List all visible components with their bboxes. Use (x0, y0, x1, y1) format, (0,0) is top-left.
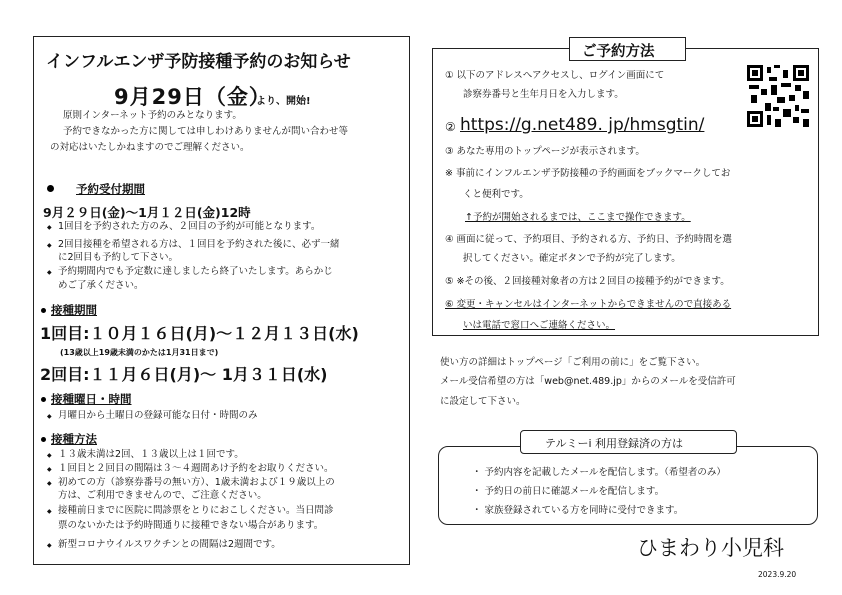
page-title: インフルエンザ予防接種予約のお知らせ (46, 52, 351, 72)
day-item: ◆ 月曜日から土曜日の登録可能な日付・時間のみ (58, 410, 258, 423)
vacc-period-1: 1回目:１０月１６日(月)～１２月１３日(水) (40, 324, 359, 343)
bullet-icon (41, 397, 46, 402)
method-item: ◆ １３歳未満は2回、１３歳以上は１回です。 (58, 449, 244, 462)
reception-item: ◆ 予約期間内でも予定数に達しましたら終了いたします。あらかじ (58, 266, 333, 279)
step-3: ③ あなた専用のトップページが表示されます。 (445, 146, 645, 157)
terumy-item: ・ 予約内容を記載したメールを配信します。（希望者のみ） (472, 467, 726, 478)
method-item: ◆ 初めての方（診察券番号の無い方）、1歳未満および１９歳以上の (58, 477, 335, 490)
info-line-3: に設定して下さい。 (440, 396, 526, 407)
method-item-cont: 方は、ご利用できませんので、ご注意ください。 (58, 490, 267, 501)
day-header: 接種曜日・時間 (51, 392, 132, 406)
reception-period: 9月２９日(金)～1月１２日(金)12時 (43, 205, 251, 220)
bullet-icon (41, 437, 46, 442)
note-bookmark: ※ 事前にインフルエンザ予防接種の予約画面をブックマークしてお (445, 168, 731, 179)
method-item-cont: 票のないかたは予約時間通りに接種できない場合があります。 (58, 520, 324, 531)
method-item: ◆ １回目と２回目の間隔は３～４週間あけ予約をお取りください。 (58, 463, 334, 476)
step-2-marker: ② (445, 120, 456, 134)
terumy-title: テルミーi 利用登録済の方は (545, 437, 684, 450)
start-date: 9月29日（金） (114, 85, 271, 109)
reception-item-cont: めご了承ください。 (58, 280, 144, 291)
step-1: ① 以下のアドレスへアクセスし、ログイン画面にて (445, 70, 665, 81)
vacc-period-header: 接種期間 (51, 303, 97, 317)
step-5: ⑤ ※その後、２回接種対象者の方は２回目の接種予約ができます。 (445, 276, 730, 287)
vacc-period-note: (13歳以上19歳未満のかたは1月31日まで) (60, 348, 219, 357)
step-6-cont: いは電話で窓口へご連絡ください。 (463, 320, 616, 331)
terumy-item-text: 予約内容を記載したメールを配信します。（希望者のみ） (484, 467, 726, 478)
intro-line-3: の対応はいたしかねますのでご理解ください。 (50, 142, 250, 153)
intro-line-1: 原則インターネット予約のみとなります。 (63, 110, 242, 121)
terumy-item: ・ 予約日の前日に確認メールを配信します。 (472, 486, 665, 497)
step-1-cont: 診察券番号と生年月日を入力します。 (463, 89, 624, 100)
howto-title: ご予約方法 (582, 44, 655, 60)
step-6: ⑥ 変更・キャンセルはインターネットからできませんので直接ある (445, 299, 732, 310)
reception-header: 予約受付期間 (76, 182, 145, 196)
step-4-cont: 択してください。確定ボタンで予約が完了します。 (463, 253, 681, 264)
method-header: 接種方法 (51, 432, 97, 446)
terumy-item-text: 予約日の前日に確認メールを配信します。 (484, 486, 665, 497)
reception-item: ◆ 1回目を予約された方のみ、２回目の予約が可能となります。 (58, 221, 320, 234)
start-date-suffix: より、開始! (256, 96, 311, 107)
step-4: ④ 画面に従って、予約項目、予約される方、予約日、予約時間を選 (445, 234, 732, 245)
terumy-item: ・ 家族登録されている方を同時に受付できます。 (472, 505, 684, 516)
info-line-1: 使い方の詳細はトップページ「ご利用の前に」をご覧下さい。 (440, 357, 706, 368)
reservation-url-link[interactable]: https://g.net489. jp/hmsgtin/ (460, 115, 705, 135)
bullet-icon (41, 308, 46, 313)
bullet-icon (47, 185, 54, 192)
terumy-item-text: 家族登録されている方を同時に受付できます。 (484, 505, 684, 516)
info-line-2: メール受信希望の方は「web@net.489.jp」からのメールを受信許可 (440, 376, 736, 387)
method-item: ◆ 接種前日までに医院に問診票をとりにおこしください。当日問診 (58, 505, 334, 518)
method-item: ◆ 新型コロナウイルスワクチンとの間隔は2週間です。 (58, 539, 281, 552)
document-date: 2023.9.20 (758, 570, 797, 579)
clinic-name: ひまわり小児科 (637, 536, 784, 560)
note-until-start: ↑予約が開始されるまでは、ここまで操作できます。 (465, 212, 691, 223)
intro-line-2: 予約できなかった方に関しては申しわけありませんが問い合わせ等 (63, 126, 349, 137)
reception-item-cont: に2回目も予約して下さい。 (58, 252, 179, 263)
note-bookmark-cont: くと便利です。 (463, 189, 529, 200)
reception-item: ◆ 2回目接種を希望される方は、１回目を予約された後に、必ず一緒 (58, 239, 340, 252)
qr-code-icon (747, 65, 809, 127)
vacc-period-2: 2回目:１１月６日(月)～ 1月３１日(水) (40, 365, 328, 384)
